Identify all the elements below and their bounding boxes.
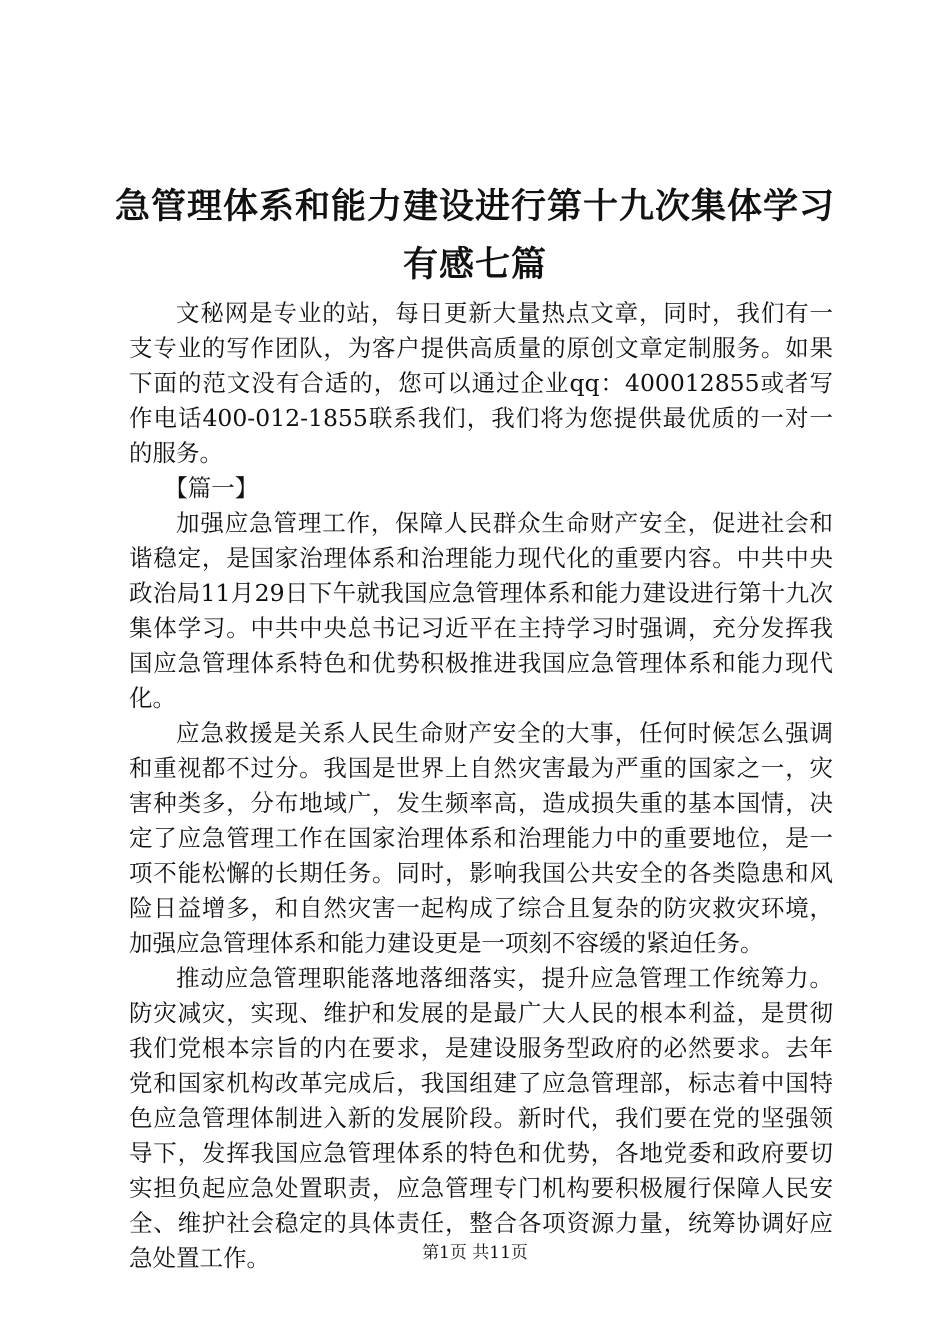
body-paragraph-3: 推动应急管理职能落地落细落实，提升应急管理工作统筹力。防灾减灾，实现、维护和发展的是最广大人民的根本利益，是贯彻我们党根本宗旨的内在要求，是建设服务型政府的必然要求。去年党和国家机构改革完成后，我国组建了应急管理部，标志着中国特色应急管理体制进入新的发展阶段。新时代，我们要在党的坚强领导下，发挥我国应急管理体系的特色和优势，各地党委和政府要切实担负起应急处置职责，应急管理专门机构要积极履行保障人民安全、维护社会稳定的具体责任，整合各项资源力量，统筹协调好应急处置工作。 xyxy=(129,964,833,1272)
body-paragraph-1: 加强应急管理工作，保障人民群众生命财产安全，促进社会和谐稳定，是国家治理体系和治理能力现代化的重要内容。中共中央政治局11月29日下午就我国应急管理体系和能力建设进行第十九次集体学习。中共中央总书记习近平在主持学习时强调，充分发挥我国应急管理体系特色和优势积极推进我国应急管理体系和能力现代化。 xyxy=(129,509,833,712)
body-paragraph-2: 应急救援是关系人民生命财产安全的大事，任何时候怎么强调和重视都不过分。我国是世界上自然灾害最为严重的国家之一，灾害种类多，分布地域广，发生频率高，造成损失重的基本国情，决定了应急管理工作在国家治理体系和治理能力中的重要地位，是一项不能松懈的长期任务。同时，影响我国公共安全的各类隐患和风险日益增多，和自然灾害一起构成了综合且复杂的防灾救灾环境，加强应急管理体系和能力建设更是一项刻不容缓的紧迫任务。 xyxy=(129,719,833,957)
intro-paragraph: 文秘网是专业的站，每日更新大量热点文章，同时，我们有一支专业的写作团队，为客户提供高质量的原创文章定制服务。如果下面的范文没有合适的，您可以通过企业qq：400012855或者写作电话400-012-1855联系我们，我们将为您提供最优质的一对一的服务。 xyxy=(129,299,833,467)
document-title xyxy=(100,178,850,294)
section-label: 【篇一】 xyxy=(164,474,259,502)
document-body xyxy=(129,296,833,1276)
title-line-2: 有感七篇 xyxy=(402,244,547,285)
title-line-1: 急管理体系和能力建设进行第十九次集体学习 xyxy=(114,186,835,227)
page-footer: 第1页 共11页 xyxy=(422,1243,528,1263)
